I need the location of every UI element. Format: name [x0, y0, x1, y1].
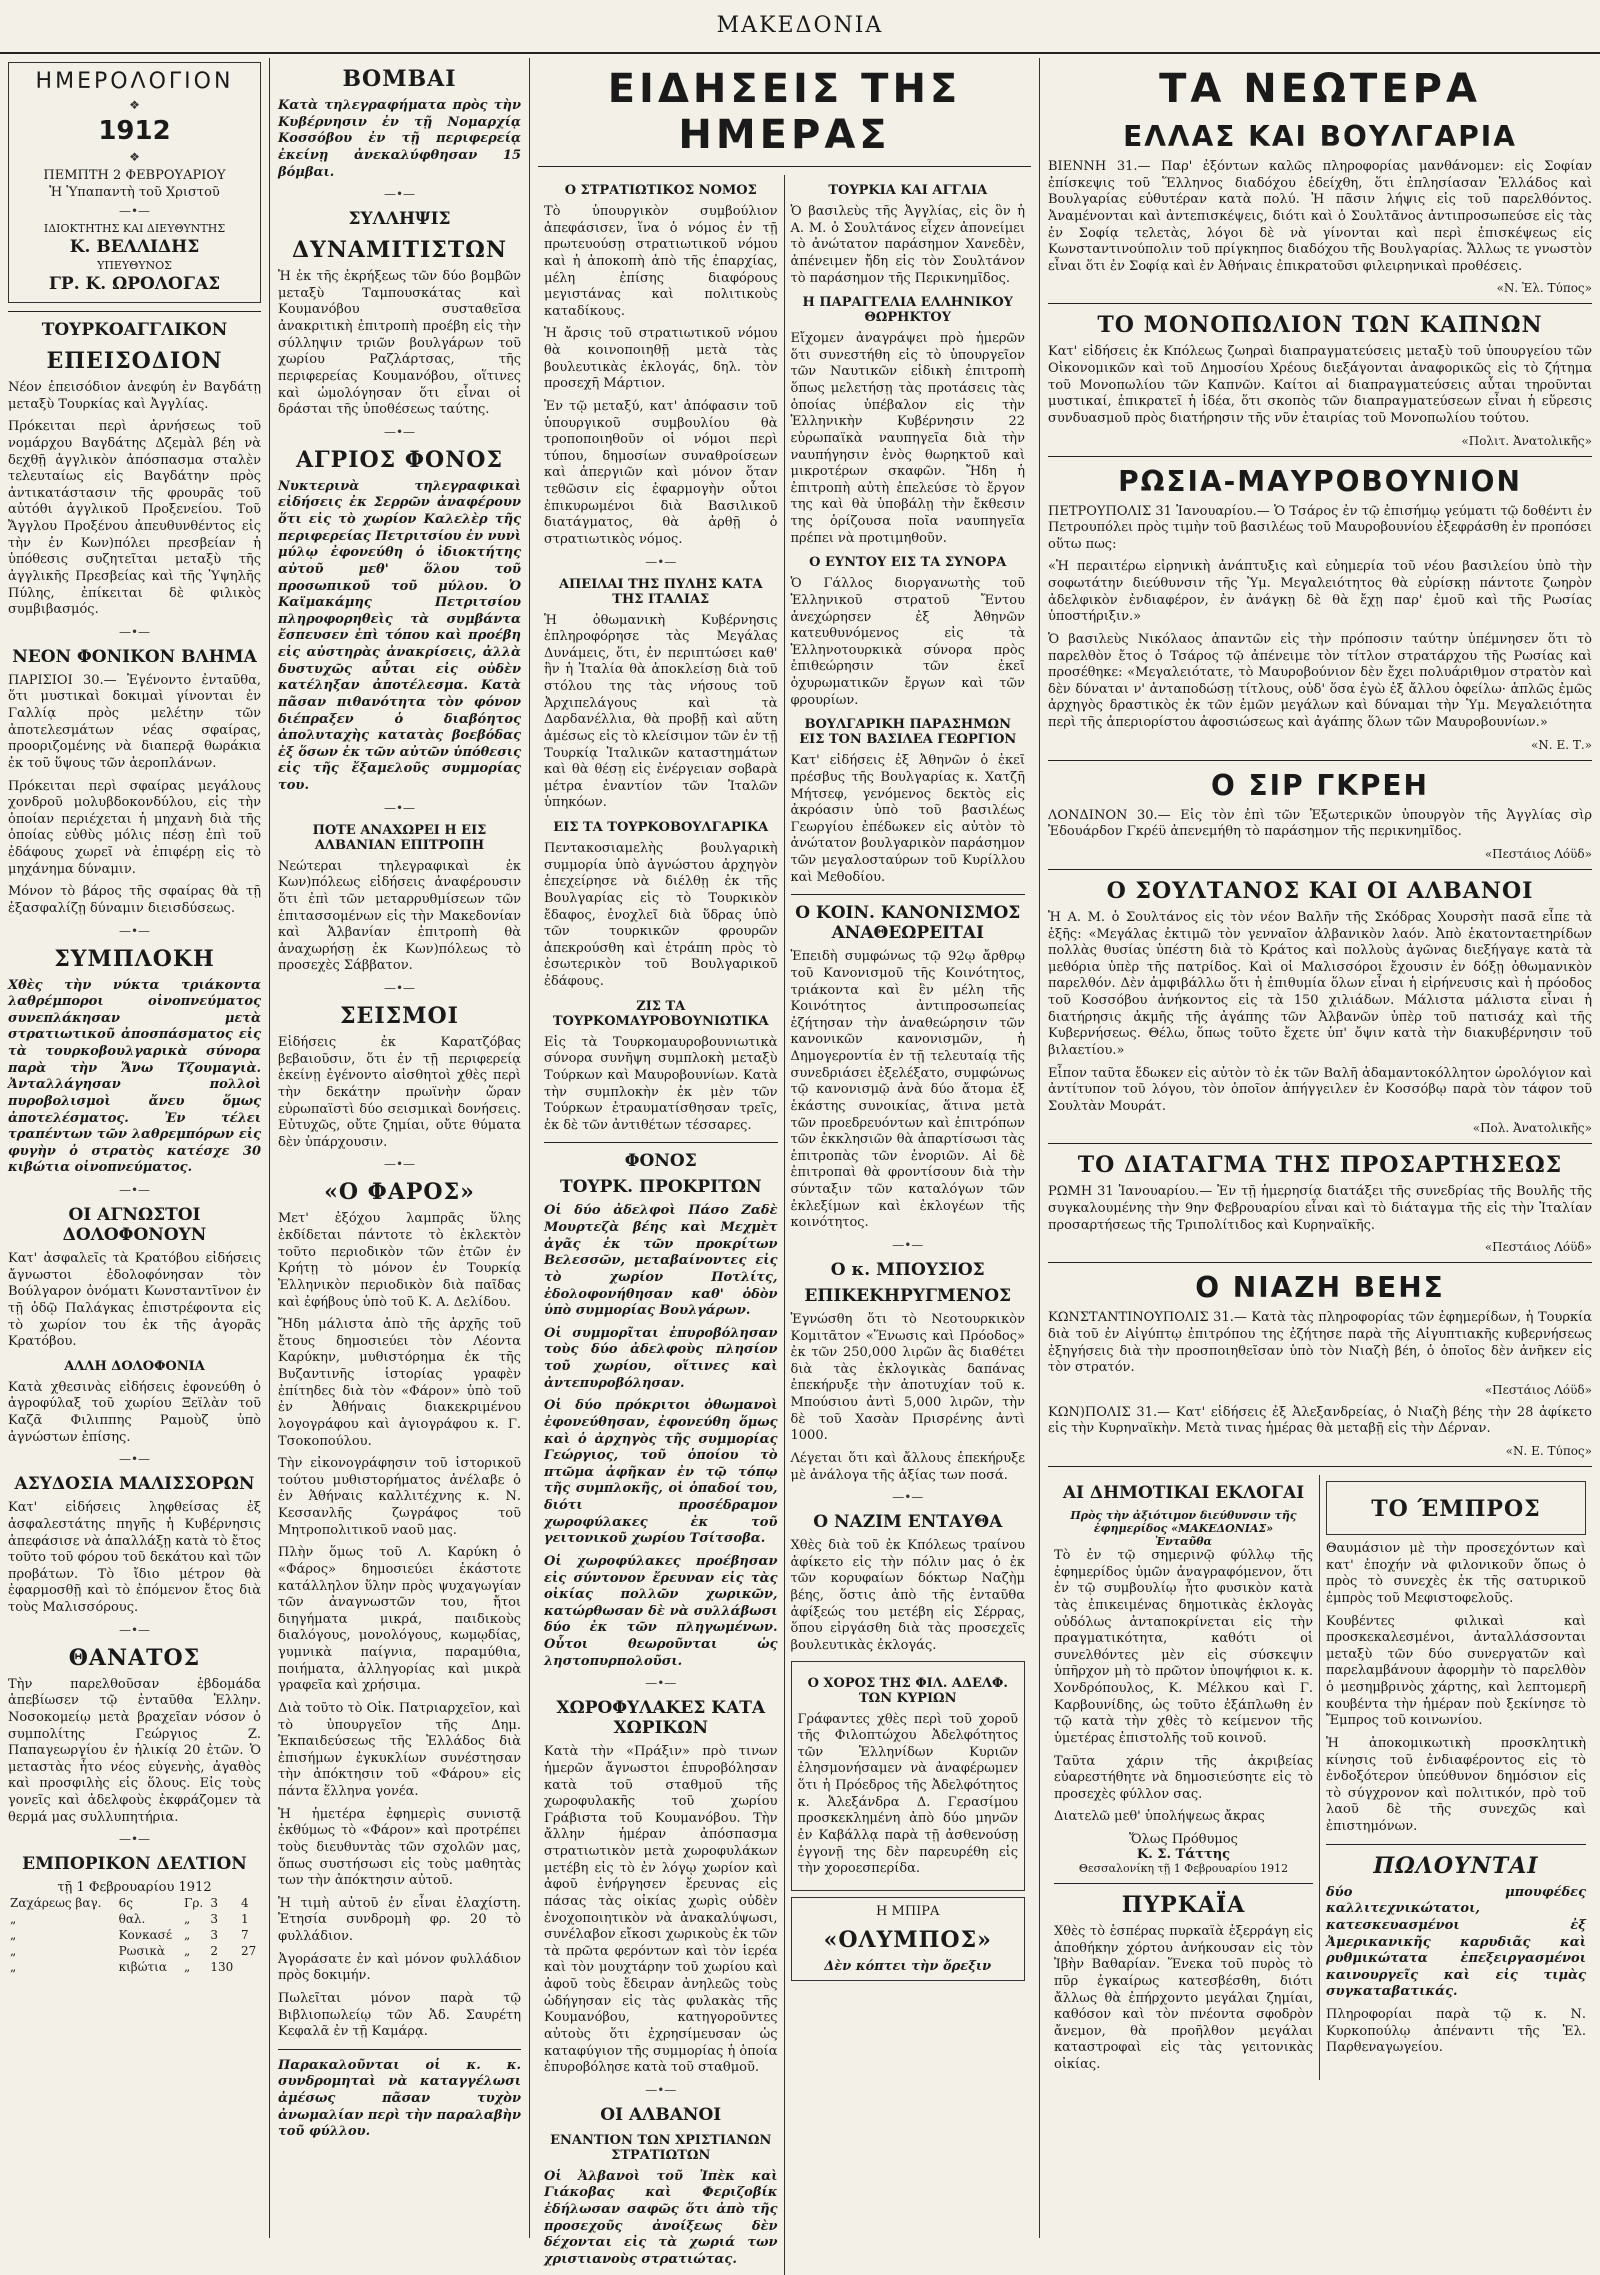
banner: ΤΑ ΝΕΩΤΕΡΑ — [1159, 66, 1481, 112]
column-2 — [270, 58, 530, 2238]
column-3 — [530, 58, 1040, 2267]
editor-name: ΓΡ. Κ. ΩΡΟΛΟΓΑΣ — [48, 274, 221, 294]
table-cell: 6ς — [118, 1896, 133, 1911]
headline: ΑΛΛΗ ΔΟΛΟΦΟΝΙΑ — [64, 1358, 205, 1374]
headline: ΘΑΝΑΤΟΣ — [68, 1644, 201, 1671]
paragraph: Τὸ ἐν τῷ σημερινῷ φύλλῳ τῆς ἐφημερίδος ὑμῶν ἀναγραφόμενον, ὅτι ἐν τῷ συμβουλίῳ ἦτο φυσικὸν κατὰ τὰς ἐπικειμένας δημοτικὰς ἐκλογὰς οὐδόλως ἀνταποκρίνεται εἰς τὴν πραγματικότητα, καθότι οἱ συνελθόντες μὲν εἰς σύσκεψιν ὑπῆρχον μὴ τὸ πρῶτον ὑποψήφιοι κ. κ. Χονδρόπουλος, Κ. Μέλκου καὶ Γ. Καρβουνίδης, ὡς τοῦτο ἐξάπλωθη ἐν τῷ κατὰ τὴν χθὲς τὸ κείμενον τῆς ὑμετέρας ἐπιστολῆς τοῦ κοινοῦ. — [1054, 1548, 1313, 1746]
ornament: ❖ — [129, 98, 140, 112]
paragraph: Θαυμάσιον μὲ τὴν προσεχόντων καὶ κατ' ἐποχήν νὰ φιλονικοῦν ὅπως ὁ πρὸς τὸ συνεχὲς ἐκ τῆς σατυρικοῦ ἐμπρὸς τοῦ Μεφιστοφελοῦς. — [1326, 1541, 1586, 1606]
ad-subtitle: Δὲν κόπτει τὴν ὄρεξιν — [824, 1958, 992, 1974]
subheadline: ΕΝΑΝΤΙΟΝ ΤΩΝ ΧΡΙΣΤΙΑΝΩΝ ΣΤΡΑΤΙΩΤΩΝ — [550, 2132, 772, 2163]
paragraph: Ἡ ὀθωμανικὴ Κυβέρνησις ἐπληροφόρησε τὰς Μεγάλας Δυνάμεις, ὅτι, ἐν περιπτώσει καθ' ἣν ἡ Ἰταλία θὰ ἀποκλείσῃ διὰ τοῦ στόλου της τὰς νήσους τοῦ Ἀρχιπελάγους καὶ τὰ Δαρδανέλλια, θὰ προβῇ καὶ αὕτη ἀμέσως εἰς τὸ κλείσιμον τῶν ἐν τῇ Τουρκίᾳ Ἰταλικῶν καταστημάτων καὶ θὰ θέσῃ εἰς ἐνέργειαν σοβαρὰ μέτρα ἐναντίον τῶν Ἰταλῶν ὑπηκόων. — [544, 612, 778, 811]
headline: ΠΩΛΟΥΝΤΑΙ — [1373, 1852, 1539, 1879]
paragraph: Ἡ ἡμετέρα ἐφημερὶς συνιστᾷ ἐκθύμως τὸ «Φάρον» καὶ προτρέπει τοὺς διευθυντὰς τῶν σχολῶν μας, ὅπως συστήσωσι εἰς τοὺς μαθητὰς των τὴν ἀπόκτησιν αὐτοῦ. — [278, 1806, 521, 1889]
calendar-box — [8, 62, 261, 303]
table-cell: 3 — [210, 1912, 219, 1927]
headline: ΕΜΠΟΡΙΚΟΝ ΔΕΛΤΙΟΝ — [22, 1854, 247, 1875]
headline: ΕΠΙΚΕΚΗΡΥΓΜΕΝΟΣ — [804, 1285, 1012, 1306]
headline: ΣΕΙΣΜΟΙ — [340, 1003, 459, 1029]
paragraph: ΚΩΝ)ΠΟΛΙΣ 31.— Κατ' εἰδήσεις ἐξ Ἀλεξανδρείας, ὁ Νιαζὴ βέης τὴν 28 ἀφίκετο εἰς τὴν Κυρηναϊκὴν. Μετὰ τινας ἡμέρας θὰ μεταβῇ εἰς τὴν Δέρναν. — [1048, 1404, 1592, 1437]
calendar-date: ΠΕΜΠΤΗ 2 ΦΕΒΡΟΥΑΡΙΟΥ — [43, 168, 226, 183]
paragraph: Ἡ τιμὴ αὐτοῦ ἐν εἶναι ἐλαχίστη. Ἐτησία συνδρομὴ φρ. 20 τὸ φυλλάδιον. — [278, 1895, 521, 1944]
paragraph: ΡΩΜΗ 31 Ἰανουαρίου.— Ἐν τῇ ἡμερησίᾳ διατάξει τῆς συνεδρίας τῆς Βουλῆς τῆς συγκαλουμένης τὴν 9ην Φεβρουαρίου εἶναι καὶ τὸ διάταγμα τῆς εἰς τὴν Ἰταλίαν προσαρτήσεως τῆς Τριπολίτιδος καὶ Κυρηναϊκῆς. — [1048, 1184, 1592, 1233]
table-row — [8, 1959, 261, 1975]
paragraph: Ὁ Γάλλος διοργανωτὴς τοῦ Ἑλληνικοῦ στρατοῦ Ἔντου ἀνεχώρησεν ἐξ Ἀθηνῶν κατευθυνόμενος εἰς τὰ Ἑλληνοτουρκικὰ σύνορα πρὸς ἐπιθεώρησιν τῶν ἐκεῖ ὀχυρωματικῶν ἔργων καὶ τῶν φρουρίων. — [790, 576, 1025, 708]
paragraph: Ἀγοράσατε ἐν καὶ μόνον φυλλάδιον πρὸς δοκιμήν. — [278, 1951, 521, 1984]
owner-name: Κ. ΒΕΛΛΙΔΗΣ — [69, 237, 200, 257]
table-cell: Κονκασέ — [118, 1928, 173, 1943]
table-cell: „ — [184, 1960, 191, 1975]
paragraph: Πλὴν ὅμως τοῦ Λ. Καρύκη ὁ «Φάρος» δημοσιεύει ἑκάστοτε κατάλληλον ὕλην πρὸς ψυχαγωγίαν τῶν ἀναγνωστῶν του, ἤτοι διηγήματα μικρά, παιδικοὺς διαλόγους, μονολόγους, κωμῳδίας, γυμνικὰ παίγνια, παραμύθια, ποιήματα, ἀλληγορίας καὶ μικρὰ γραφεῖα καὶ χρήσιμα. — [278, 1545, 521, 1694]
rates-table — [8, 1895, 261, 1975]
calendar-feast: Ἡ Ὑπαπαντὴ τοῦ Χριστοῦ — [49, 185, 220, 200]
source: «Πολ. Ἀνατολικῆς» — [1472, 1121, 1592, 1136]
paragraph: «Ἡ περαιτέρω εἰρηνικὴ ἀνάπτυξις καὶ εὐημερία τοῦ νέου βασιλείου ὑπὸ τὴν σοφωτάτην διεύθυνσιν τῆς Ὑμ. Μεγαλειότητος θὰ εὑρίσκῃ πάντοτε ζωηρὸν ἀδελφικὸν ἐνδιαφέρον, ἐν ἀνάγκῃ δὲ θὰ ἔχῃ παρ' ἐμοῦ καὶ τῆς Ρωσίας ὑποστήριξιν.» — [1048, 559, 1592, 625]
table-cell: Γρ. — [184, 1896, 204, 1911]
table-cell — [239, 1959, 261, 1975]
paragraph: Κουβέντες φιλικαὶ καὶ προσκεκαλεσμένοι, ἀνταλλάσσονται μεταξὺ τῶν δύο συνεργατῶν καὶ παρελαμβάνουν ἀφορμὴν τὸ παρελθὸν ὁ μεσημβρινὸς χάρτης, καὶ λεπτομερῆ κουβέντα τὴν ἡμέραν ποὺ ξεκίνησε τὸ Ἔμπρος τοῦ κοινωνίου. — [1326, 1613, 1586, 1729]
notice-box — [791, 1661, 1026, 1891]
table-cell: 3 — [210, 1928, 219, 1943]
headline: ΕΛΛΑΣ ΚΑΙ ΒΟΥΛΓΑΡΙΑ — [1123, 120, 1517, 153]
paragraph: Πληροφορίαι παρὰ τῷ κ. Ν. Κυρκοπούλῳ ἀπέναντι τῆς Ἑλ. Παρθεναγωγείου. — [1326, 2007, 1586, 2056]
headline: ΦΟΝΟΣ — [624, 1151, 697, 1172]
headline: ΤΟ ΜΟΝΟΠΩΛΙΟΝ ΤΩΝ ΚΑΠΝΩΝ — [1097, 312, 1543, 339]
headline: ΒΟΥΛΓΑΡΙΚΗ ΠΑΡΑΣΗΜΩΝ ΕΙΣ ΤΟΝ ΒΑΣΙΛΕΑ ΓΕΩΡΓΙΟΝ — [799, 717, 1017, 748]
headline: ΤΟ ΈΜΠΡΟΣ — [1371, 1496, 1541, 1522]
ornament: —•— — [645, 554, 677, 569]
headline: ΑΠΕΙΛΑΙ ΤΗΣ ΠΥΛΗΣ ΚΑΤΑ ΤΗΣ ΙΤΑΛΙΑΣ — [558, 576, 763, 607]
table-cell: 27 — [241, 1944, 257, 1959]
table-cell: „ — [10, 1960, 17, 1975]
subheadline: Πρὸς τὴν ἀξιότιμον διεύθυνσιν τῆς ἐφημερίδος «ΜΑΚΕΔΟΝΙΑΣ» — [1070, 1509, 1297, 1535]
headline: ΤΟ ΔΙΑΤΑΓΜΑ ΤΗΣ ΠΡΟΣΑΡΤΗΣΕΩΣ — [1077, 1152, 1563, 1179]
column-1 — [0, 58, 270, 2238]
paragraph: Κατὰ τὴν «Πράξιν» πρὸ τινων ἡμερῶν ἄγνωστοι ἐπυροβόλησαν κατὰ τοῦ σταθμοῦ τῆς χωροφυλακῆς τοῦ χωρίου Γράβιστα τοῦ Κουμανόβου. Τὴν ἄλλην ἡμέραν ἀπόσπασμα στρατιωτικὸν μετὰ χωροφυλάκων μετέβη εἰς τὸ ἐν λόγῳ χωρίον καὶ ἀφοῦ ἐνήργησεν ἔρευνας εἰς πάσας τὰς οἰκίας χωρὶς οὐδὲν ἐνοχοποιητικὸν νὰ ἀνακαλύψωσι, συνέλαβον εἴκοσι χωρικοὺς ἐκ τῶν τὰ πρῶτα φερόντων καὶ τὸν ἱερέα καὶ τὸν μουχτάρην τοῦ χωρίου καὶ ἀφοῦ τοὺς ἔδειραν ἀνηλεῶς τοὺς ὡδήγησαν εἰς τὰς φυλακὰς τῆς Κουμανόβου, κατηγοροῦντες αὐτοὺς ὅτι ἐχρησίμευσαν ὡς καταφύγιον τῆς συμμορίας ἡ ὁποία ἐπυροβόλησε κατὰ τοῦ σταθμοῦ. — [544, 1744, 778, 2076]
paragraph: ΠΑΡΙΣΙΟΙ 30.— Ἐγένοντο ἐνταῦθα, ὅτι μυστικαὶ δοκιμαὶ γίνονται ἐν Γαλλίᾳ πρὸς μελέτην τῶν ἀποτελεσμάτων νέας σφαίρας, προοριζομένης νὰ διαπερᾷ θωράκια ἐκ τοῦ ὕψους τῶν ἀεροπλάνων. — [8, 672, 261, 771]
headline: ΣΥΜΠΛΟΚΗ — [54, 945, 215, 972]
table-cell: 3 — [210, 1896, 219, 1911]
paragraph: Ἡ ἐκ τῆς ἐκρήξεως τῶν δύο βομβῶν μεταξὺ Ταμπουσκάτας καὶ Κουμανόβου συσταθεῖσα ἀνακριτικὴ ἐπιτροπὴ προέβη εἰς τὴν σύλληψιν τριῶν βουλγάρων τοῦ χωρίου Ραζλάρτσας, τῆς περιφερείας Κουμανόβου, οἵτινες καὶ ὡμολόγησαν ὅτι εἶναι οἱ δράσται τῆς ὑποθέσεως ταύτης. — [278, 269, 521, 418]
table-cell: 130 — [210, 1960, 234, 1975]
paragraph: Εἴχομεν ἀναγράψει πρὸ ἡμερῶν ὅτι συνεστήθη εἰς τὸ ὑπουργεῖον τῶν Ναυτικῶν εἰδικὴ ἐπιτροπὴ ὅπως μελετήσῃ τὰς προτάσεις τὰς ὁποίας ὑπέβαλον εἰς τὴν Ἑλληνικὴν Κυβέρνησιν 22 εὐρωπαϊκὰ ναυπηγεῖα διὰ τὴν ναυπήγησιν ἑνὸς θωρηκτοῦ καὶ μικροτέρων σκαφῶν. Ἤδη ἡ ἐπιτροπὴ αὐτὴ ἐπελεύσε τὸ ἔργον της καὶ θὰ ὑποβάλῃ τὴν ἔκθεσιν της ὁρίζουσα ποῖα ναυπηγεῖα πρέπει νὰ προτιμηθοῦν. — [790, 331, 1025, 546]
signature: Κ. Σ. Τάττης — [1136, 1847, 1231, 1862]
source: «Ν. Ε. Τ.» — [1530, 737, 1592, 752]
source: «Ν. Ἐλ. Τύπος» — [1496, 281, 1592, 296]
paragraph: Μόνον τὸ βάρος τῆς σφαίρας θὰ τῇ ἐξασφαλίζῃ δύναμιν διεισδύσεως. — [8, 884, 261, 916]
letter-date: Θεσσαλονίκη τῇ 1 Φεβρουαρίου 1912 — [1078, 1862, 1289, 1875]
calendar-title: ΗΜΕΡΟΛΟΓΙΟΝ — [35, 69, 234, 94]
headline: Ο ΣΙΡ ΓΚΡΕΗ — [1211, 768, 1429, 802]
table-cell: „ — [10, 1928, 17, 1943]
headline: ΤΟΥΡΚΙΑ ΚΑΙ ΑΓΓΛΙΑ — [828, 183, 988, 198]
table-cell: 4 — [241, 1896, 249, 1911]
paragraph: Ἡ Α. Μ. ὁ Σουλτάνος εἰς τὸν νέον Βαλῆν τῆς Σκόδρας Χουρσὴτ πασᾶ εἶπε τὰ ἑξῆς: «Μεγάλας ἐκτιμῶ τὸν γενναῖον ἀλβανικὸν λαόν. Ἀπὸ ἑκατονταετηρίδων πολλὰς θυσίας ὑπέστη διὰ τὸ Κράτος καὶ πολλοὺς ἀγῶνας διεξήγαγε κατὰ τὰ μεθόρια ὑπὲρ τῆς πατρίδος. Καὶ οἱ Μαλισσόροι ἔχουσιν ἐν δόξῃ ὀθωμανικὸν παρελθόν. Δὲν ἀμφιβάλλω ὅτι ἡ ἐπιθυμία ὅλων εἶναι ἡ εἰρήνευσις καὶ ἡ πρόοδος τοῦ Κοσσόβου ἀνήκοντος εἰς τὰ 150 χιλιάδων. Μάλιστα μάλιστα εἶναι ἡ διατήρησις ἀκμῆς τῆς ἀγάπης τῶν Ἀλβανῶν ὑπὲρ τοῦ πατισάχ καὶ τῆς Κυβερνήσεως. Θέλω, ὅπως τοῦτο ἔχετε ὑπ' ὄψιν κατὰ τὴν διακυβέρνησιν τοῦ βιλαετίου.» — [1048, 909, 1592, 1058]
subheadline: Ἐνταῦθα — [1154, 1535, 1213, 1548]
headline: Η ΠΑΡΑΓΓΕΛΙΑ ΕΛΛΗΝΙΚΟΥ ΘΩΡΗΚΤΟΥ — [802, 295, 1013, 326]
owner-label: ΙΔΙΟΚΤΗΤΗΣ ΚΑΙ ΔΙΕΥΘΥΝΤΗΣ — [43, 222, 226, 235]
paragraph: Νυκτερινὰ τηλεγραφικαὶ εἰδήσεις ἐκ Σερρῶν ἀναφέρουν ὅτι εἰς τὸ χωρίον Καλελὲρ τῆς περιφερείας Πετριτσίου ἐν νυνὶ μύλῳ ἐφονεύθη ὁ ἰδιοκτήτης αὐτοῦ μεθ' ὅλου τοῦ προσωπικοῦ τοῦ μύλου. Ὁ Καϊμακάμης Πετριτσίου πληροφορηθεὶς τὰ συμβάντα ἔσπευσεν ἐπὶ τόπου καὶ προέβη εἰς αὐστηρὰς ἀνακρίσεις, ἀλλὰ δυστυχῶς αὗται εἰς οὐδὲν κατέληξαν ἀποτέλεσμα. Κατὰ πᾶσαν πιθανότητα τὸν φόνον διέπραξεν ὁ διαβόητος ἀπολυταχὴς κατατὰς βοεβόδας ἐξ ὅσων ἐκ τῶν αὐτῶν ὑπόθεσις εἰς τῆς ἔξαμελοῦς συμμορίας του. — [278, 478, 521, 793]
table-row — [8, 1895, 261, 1911]
paragraph: Οἱ χωροφύλακες προέβησαν εἰς σύντονον ἔρευναν εἰς τὰς οἰκίας πολλῶν χωρικῶν, κατώρθωσαν δὲ νὰ συλλάβωσι δύο ἐκ τῶν πληγωμένων. Οὗτοι θεωροῦνται ὡς ληστοπυρπολοῦσι. — [544, 1553, 778, 1669]
headline: ΔΥΝΑΜΙΤΙΣΤΩΝ — [292, 237, 507, 264]
paragraph: Κατ' εἰδήσεις ληφθείσας ἐξ ἀσφαλεστάτης πηγῆς ἡ Κυβέρνησις ἀπεφάσισε νὰ ἀπαλλάξῃ κατὰ τὸ ἔτος τοῦτο τοῦ φόρου τοῦ δεκάτου καὶ τῶν προβάτων. Τὸ ἴδιο μέτρον θὰ ἐφαρμοσθῇ καὶ τὸ ἐπόμενον ἔτος διὰ τοὺς Μαλισσόρους. — [8, 1500, 261, 1615]
advertisement — [791, 1897, 1026, 1981]
paragraph: Πρόκειται περὶ σφαίρας μεγάλους χονδροῦ μολυβδοκονδύλου, εἰς τὴν ὁποίαν περιέχεται ἡ μηχανὴ διὰ τῆς ὁποίας εὐθὺς μόλις πέσῃ ἐπὶ τοῦ ἐδάφους χωρεῖ νὰ ἐπιφέρῃ εἰς τὸ μηχάνημα δύναμιν. — [8, 778, 261, 877]
paragraph: Οἱ δύο πρόκριτοι ὀθωμανοὶ ἐφονεύθησαν, ἐφονεύθη ὅμως καὶ ὁ ἀρχηγὸς τῆς συμμορίας Γεώργιος, τοῦ ὁποίου τὸ πτῶμα ἀφῆκαν ἐν τῷ τόπῳ τῆς συμπλοκῆς, οἱ ὁπαδοί του, διότι προσέδραμον χωροφύλακες ἐκ τοῦ γειτονικοῦ χωρίου Τσίτσοβα. — [544, 1398, 778, 1547]
headline: Ο κ. ΜΠΟΥΣΙΟΣ — [830, 1259, 985, 1280]
headline: ΠΟΤΕ ΑΝΑΧΩΡΕΙ Η ΕΙΣ ΑΛΒΑΝΙΑΝ ΕΠΙΤΡΟΠΗ — [312, 822, 487, 853]
paragraph: ΠΕΤΡΟΥΠΟΛΙΣ 31 Ἰανουαρίου.— Ὁ Τσάρος ἐν τῷ ἐπισήμῳ γεύματι τῷ δοθέντι ἐν Πετρουπόλει πρὸς τιμὴν τοῦ βασιλέως τοῦ Μαυροβουνίου ἐξεφράσθη ἐν προπόσει οὕτω πως: — [1048, 503, 1592, 552]
paragraph: Τὸ ὑπουργικὸν συμβούλιον ἀπεφάσισεν, ἵνα ὁ νόμος ἐν τῇ πρωτευούσῃ στρατιωτικοῦ νόμου καὶ ἡ ἀποκοπὴ ἀπὸ τῆς ἐπαρχίας, μέλη ἐπίσης διαφόρους μεγιστάνας καὶ πολιτικοὺς καταδίκους. — [544, 204, 778, 319]
headline: ΧΩΡΟΦΥΛΑΚΕΣ ΚΑΤΑ ΧΩΡΙΚΩΝ — [556, 1698, 766, 1739]
paragraph: Ταῦτα χάριν τῆς ἀκριβείας εὐαρεστήθητε νὰ δημοσιεύσητε εἰς τὸ προσεχὲς φύλλον σας. — [1054, 1753, 1313, 1802]
ornament: —•— — [118, 204, 151, 218]
headline: Ο ΝΑΖΙΜ ΕΝΤΑΥΘΑ — [813, 1512, 1003, 1533]
table-cell: 2 — [210, 1944, 219, 1959]
headline: Ο ΕΥΝΤΟΥ ΕΙΣ ΤΑ ΣΥΝΟΡΑ — [809, 555, 1007, 571]
ornament: —•— — [383, 424, 416, 439]
paragraph: ΚΩΝΣΤΑΝΤΙΝΟΥΠΟΛΙΣ 31.— Κατὰ τὰς πληροφορίας τῶν ἐφημερίδων, ἡ Τουρκία διὰ τοῦ ἐν Αἰγύπτῳ ἐπιτρόπου της ἐζήτησε παρὰ τῆς Αἰγυπτιακῆς κυβερνήσεως ἐξηγήσεις διὰ τὴν προσποιηθεῖσαν ὑπὸ τὸν Νιαζὴ βέη, ὁ ὁποῖος δὲν ἀνῆκεν εἰς τὸν στρατόν. — [1048, 1310, 1592, 1376]
paragraph: Κατ' εἰδήσεις ἐκ Κπόλεως ζωηραὶ διαπραγματεύσεις μεταξὺ τοῦ ὑπουργείου τῶν Οἰκονομικῶν καὶ τοῦ Δημοσίου Χρέους διεξάγονται ἀναφορικῶς εἰς τὸ ζήτημα τοῦ Μονοπωλίου τῶν Καπνῶν. Καίτοι αἱ διαπραγματεύσεις αὗται τηροῦνται μυστικαί, ἐπικρατεῖ ἡ ἰδέα, ὅτι σκοπὸς τῶν διαπραγματεύσεων εἶναι ἡ εὕρεσις συνδυασμοῦ πρὸς διατήρησιν τῆς νῦν ἐταιρίας τοῦ Μονοπωλίου τούτου. — [1048, 344, 1592, 426]
paragraph: Ἡ ἄρσις τοῦ στρατιωτικοῦ νόμου θὰ κοινοποιηθῇ μετὰ τὰς βουλευτικὰς ἐκλογάς, δηλ. τὸν προσεχῆ Μάρτιον. — [544, 326, 778, 392]
table-cell: „ — [184, 1928, 191, 1943]
headline: ΝΕΟΝ ΦΟΝΙΚΟΝ ΒΛΗΜΑ — [12, 646, 257, 667]
ornament: —•— — [118, 1183, 151, 1197]
signature: Ὅλως Πρόθυμος — [1129, 1832, 1238, 1847]
ornament: —•— — [383, 800, 416, 815]
paragraph: Νέον ἐπεισόδιον ἀνεφύη ἐν Βαγδάτῃ μεταξὺ Τουρκίας καὶ Ἀγγλίας. — [8, 380, 261, 412]
headline: ΡΩΣΙΑ-ΜΑΥΡΟΒΟΥΝΙΟΝ — [1118, 464, 1522, 498]
ornament: —•— — [118, 1452, 151, 1467]
masthead: ΜΑΚΕΔΟΝΙΑ — [0, 0, 1600, 54]
source: «Πολιτ. Ἀνατολικῆς» — [1461, 433, 1592, 448]
ornament: —•— — [383, 981, 416, 995]
column-4 — [1040, 58, 1600, 2238]
table-cell: Ζαχάρεως βαγ. — [10, 1896, 102, 1911]
table-cell: „ — [184, 1912, 191, 1927]
source: «Πεστάιος Λόϋδ» — [1484, 1382, 1592, 1397]
paragraph: Οἱ συμμορῖται ἐπυροβόλησαν τοὺς δύο ἀδελφοὺς πλησίον τοῦ χωρίου, οἵτινες καὶ ἀντεπυροβόλησαν. — [544, 1325, 778, 1391]
headline: ΑΣΥΔΟΣΙΑ ΜΑΛΙΣΣΟΡΩΝ — [14, 1474, 255, 1495]
ad-kicker: Η ΜΠΙΡΑ — [876, 1903, 940, 1919]
banner: ΕΙΔΗΣΕΙΣ ΤΗΣ ΗΜΕΡΑΣ — [607, 66, 962, 158]
notice-box — [1326, 1481, 1586, 1535]
paragraph: Χθὲς διὰ τοῦ ἐκ Κπόλεως τραίνου ἀφίκετο εἰς τὴν πόλιν μας ὁ ἐκ τῶν κορυφαίων δόκτωρ Ναζὴμ βέης, ὅστις ἀπὸ τῆς ἐνταῦθα ἀφίξεώς του μετέβη εἰς Σέρρας, ὅπου εἰργάσθη διὰ τὰς προσεχεῖς βουλευτικὰς ἐκλογάς. — [790, 1538, 1025, 1653]
table-cell: 7 — [241, 1928, 249, 1943]
paragraph: Εἰς τὰ Τουρκομαυροβουνιωτικὰ σύνορα συνῆψη συμπλοκὴ μεταξὺ Τούρκων καὶ Μαυροβουνίων. Κατὰ τὴν συμπλοκὴν ἐκ μὲν τῶν Τούρκων ἐτραυματίσθησαν τρεῖς, ἐκ δὲ τῶν ἀντιθέτων τέσσαρες. — [544, 1034, 778, 1133]
ornament: —•— — [118, 923, 151, 938]
paragraph: Μετ' ἐξόχου λαμπρᾶς ὕλης ἐκδίδεται πάντοτε τὸ ἐκλεκτὸν τοῦτο περιοδικὸν τῶν ἐτῶν ἐν Κρήτῃ τὸ μόνον ἐν Τουρκίᾳ Ἑλληνικὸν περιοδικὸν διὰ παῖδας καὶ ἐφήβους ὑπὸ τοῦ Κ. Α. Δελίδου. — [278, 1211, 521, 1310]
paragraph: Κατὰ χθεσινὰς εἰδήσεις ἐφονεύθη ὁ ἀγροφύλαξ τοῦ χωρίου Ξεϊλὰν τοῦ Καζᾶ Φιλιππης Ραμοὺζ ὑπὸ ἀγνώστων ἐπίσης. — [8, 1379, 261, 1445]
paragraph: Διατελῶ μεθ' ὑπολήψεως ἄκρας — [1054, 1809, 1265, 1825]
source: «Πεστάιος Λόϋδ» — [1484, 1240, 1592, 1255]
ad-title: «ΟΛΥΜΠΟΣ» — [823, 1926, 992, 1953]
headline: ΟΙ ΑΛΒΑΝΟΙ — [600, 2104, 722, 2125]
paragraph: Τὴν εἰκονογράφησιν τοῦ ἱστορικοῦ τούτου μυθιστορήματος ἀνέλαβε ὁ ἐν Ἀθήναις καλλιτέχνης κ. Ν. Κεσσανλῆς ζωγράφος τοῦ Μητροπολιτικοῦ ναοῦ μας. — [278, 1456, 521, 1538]
headline-kicker: ΣΥΛΛΗΨΙΣ — [348, 209, 451, 230]
table-cell: „ — [184, 1944, 191, 1959]
paragraph: δύο μπουφέδες καλλιτεχνικώτατοι, κατεσκευασμένοι ἐξ Ἀμερικανικῆς καρυδιᾶς καὶ ρυθμικώτατα ἐπεξειργασμένοι καινουργεῖς καὶ εἰς τιμὰς συγκαταβατικάς. — [1326, 1884, 1586, 2000]
table-cell: θαλ. — [118, 1912, 146, 1927]
headline: Ο ΣΤΡΑΤΙΩΤΙΚΟΣ ΝΟΜΟΣ — [564, 183, 757, 198]
paragraph: Κατὰ τηλεγραφήματα πρὸς τὴν Κυβέρνησιν ἐν τῇ Νομαρχίᾳ Κοσσόβου ἐν τῇ περιφερείᾳ ἐκείνῃ ἀνεκαλύφθησαν 15 βόμβαι. — [278, 98, 521, 180]
paragraph: Οἱ Ἀλβανοὶ τοῦ Ἰπὲκ καὶ Γιάκοβας καὶ Φεριζοβίκ ἐδήλωσαν σαφῶς ὅτι ἀπὸ τῆς προσεχοῦς ἀνοίξεως δὲν δέχονται εἰς τὰ χωριά των χριστιανοὺς στρατιώτας. — [544, 2168, 778, 2267]
paragraph: Ἐπειδὴ συμφώνως τῷ 92ῳ ἄρθρῳ τοῦ Κανονισμοῦ τῆς Κοινότητος, τριάκοντα καὶ ἓν μέλη τῆς Κοινότητος ἀντιπροσωπείας ἐζήτησαν τὴν ἀναθεώρησιν τῶν κανονικῶν κανονισμῶν, ἡ Δημογεροντία ἐν τῇ τελευταίᾳ τῆς συνεδριάσει ἐξελέξατο, συμφώνως τῷ κανονισμῷ ἀνὰ δύο ἄτομα ἐξ ἑκάστης συνοικίας, ἅτινα μετὰ τῶν προεδρευόντων καὶ ἐπιτρόπων τῶν ἐκκλησιῶν θὰ ἀπαρτίσωσι τὰς ἐπιτροπὰς τῶν ἐνοριῶν. Αἱ δὲ ἐπιτροπαὶ θὰ φροντίσουν διὰ τὴν σύνταξιν τῶν καταλόγων τῶν ἐκλεξίμων καὶ ἐκλογέων τῆς κοινότητος. — [790, 949, 1025, 1231]
ornament: —•— — [118, 1832, 151, 1847]
ornament: —•— — [118, 624, 151, 639]
editor-label: ΥΠΕΥΘΥΝΟΣ — [97, 259, 172, 272]
headline: Ο ΧΟΡΟΣ ΤΗΣ ΦΙΛ. ΑΔΕΛΦ. ΤΩΝ ΚΥΡΙΩΝ — [807, 1675, 1008, 1706]
source: «Ν. Ε. Τύπος» — [1505, 1444, 1592, 1458]
table-row — [8, 1927, 261, 1943]
paragraph: Διὰ τοῦτο τὸ Οἰκ. Πατριαρχεῖον, καὶ τὸ ὑπουργεῖον τῆς Δημ. Ἐκπαιδεύσεως τῆς Ἑλλάδος διὰ ἐπισήμων ἐγκυκλίων συνέστησαν τὴν ἀπόκτησιν τοῦ «Φάρου» εἰς πάντα ἕλληνα γονέα. — [278, 1700, 521, 1799]
paragraph: Εἰδήσεις ἐκ Καρατζόβας βεβαιοῦσιν, ὅτι ἐν τῇ περιφερείᾳ ἐκείνῃ ἐγένοντο αἰσθητοὶ χθὲς περὶ τὴν δεκάτην πρωϊνὴν ὥραν εὐρωπαϊστὶ δύο σεισμικαὶ δονήσεις. Εὐτυχῶς, οὔτε ζημίαι, οὔτε θύματα δὲν ὑπάρχουσιν. — [278, 1035, 521, 1150]
paragraph: Πωλεῖται μόνον παρὰ τῷ Βιβλιοπωλείῳ τῶν Ἀδ. Σαυρέτη Κεφαλᾶ ἐν τῇ Καμάρᾳ. — [278, 1990, 521, 2040]
ornament: —•— — [383, 187, 416, 202]
paragraph: Λέγεται ὅτι καὶ ἄλλους ἐπεκήρυξε μὲ ἀνάλογα τῆς ἀξίας των ποσά. — [790, 1450, 1025, 1483]
headline: ΟΙ ΑΓΝΩΣΤΟΙ ΔΟΛΟΦΟΝΟΥΝ — [62, 1205, 207, 1245]
headline: ΤΟΥΡΚ. ΠΡΟΚΡΙΤΩΝ — [560, 1177, 762, 1198]
paragraph: Ἡ ἀποκομικωτικὴ προσκλητικὴ κίνησις τοῦ ἐνδιαφέροντος εἰς τὸ ἐνδοξότερον ὑπεύθυνον δημόσιον εἰς τὸ σύγχρονον καὶ πολιτικόν, πρὸ τοῦ λαοῦ δὲ τῆς συνεχῶς καὶ ἐπιστημόνων. — [1326, 1735, 1586, 1834]
ornament: ❖ — [129, 150, 140, 164]
paragraph: Τὴν παρελθοῦσαν ἑβδομάδα ἀπεβίωσεν τῷ ἐνταῦθα Ἑλλην. Νοσοκομείῳ μετὰ βραχεῖαν νόσον ὁ συμπολίτης Γεώργιος Ζ. Παπαγεωργίου ἐν ἡλικίᾳ 20 ἐτῶν. Ὁ μεταστὰς ἦτο νέος εὐγενὴς, ἀγαθὸς καὶ προσφιλὴς εἰς ὅλους. Εἰς τοὺς γονεῖς καὶ ἀδελφοὺς ἐκφράζομεν τὰ θερμά μας συλλυπητήρια. — [8, 1676, 261, 1825]
table-cell: 1 — [241, 1912, 249, 1927]
paragraph: Ἐν τῷ μεταξύ, κατ' ἀπόφασιν τοῦ ὑπουργικοῦ συμβουλίου θὰ τροποποιηθοῦν οἱ νόμοι περὶ τύπου, δημοσίων συναθροίσεων καὶ ἀπεργιῶν καὶ μόνον ὅταν τεθῶσιν εἰς ἐφαρμογὴν οὗτοι ἐπικυρωμένοι διὰ Βασιλικοῦ διατάγματος, θὰ ἀρθῇ ὁ στρατιωτικὸς νόμος. — [544, 398, 778, 547]
headline: Ο ΣΟΥΛΤΑΝΟΣ ΚΑΙ ΟΙ ΑΛΒΑΝΟΙ — [1106, 877, 1534, 904]
table-cell: „ — [10, 1912, 17, 1927]
paragraph: Ἐγνώσθη ὅτι τὸ Νεοτουρκικὸν Κομιτᾶτον «Ἕνωσις καὶ Πρόοδος» ἐκ τῶν 250,000 λιρῶν ἃς διαθέτει διὰ τὰς ἐκλογικὰς δαπάνας ἐπεκήρυξε τὴν ἀποτυχίαν τοῦ κ. Μπούσιου ἀντὶ 5,000 λιρῶν, τὴν δὲ τοῦ Χασὰν Πρισρένης ἀντὶ 1000. — [790, 1311, 1025, 1444]
paragraph: Ὁ βασιλεὺς τῆς Ἀγγλίας, εἰς ὃν ἡ Α. Μ. ὁ Σουλτάνος εἶχεν ἀπονείμει τὸ ἀνώτατον παράσημον Χανεδὲν, ἀπένειμεν ἤδη εἰς τὸν Σουλτάνον τὸ παράσημον τῆς Περικνημῖδος. — [790, 204, 1025, 286]
headline: ΕΠΕΙΣΟΔΙΟΝ — [46, 348, 223, 374]
paragraph: Εἶπον ταῦτα ἔδωκεν εἰς αὐτὸν τὸ ἐκ τῶν Βαλῆ ἀδαμαντοκόλλητον ὡρολόγιον καὶ ἀντίτυπον τοῦ λόγου, τὸν ὁποῖον ἀπήγγειλεν ἐν Κοσσόβῳ παρὰ τὸν τάφον τοῦ Σουλτὰν Μουράτ. — [1048, 1065, 1592, 1114]
headline: Ο ΚΟΙΝ. ΚΑΝΟΝΙΣΜΟΣ ΑΝΑΘΕΩΡΕΙΤΑΙ — [795, 903, 1021, 944]
headline: ΑΓΡΙΟΣ ΦΟΝΟΣ — [295, 446, 504, 473]
bulletin-date: τῇ 1 Φεβρουαρίου 1912 — [57, 1880, 212, 1896]
headline: ΑΙ ΔΗΜΟΤΙΚΑΙ ΕΚΛΟΓΑΙ — [1062, 1483, 1305, 1503]
ornament: —•— — [645, 1676, 677, 1691]
headline: ΒΟΜΒΑΙ — [342, 66, 457, 92]
paragraph: Χθὲς τὸ ἑσπέρας πυρκαϊὰ ἐξερράγη εἰς ἀποθήκην χόρτου ἀνήκουσαν εἰς τὸν Ἰβὴν Βαθαρίαν. Ἕνεκα τοῦ πυρὸς τὸ πῦρ ἐγκαίρως κατεσβέσθη, διότι ἄλλως θὰ ἐπήρχοντο μεγάλαι ζημίαι, καθόσον καὶ τὸν πνέοντα σφοδρὸν ἄνεμον, θὰ προῆλθον μεγάλαι καταστροφαὶ εἰς τὰς γειτονικὰς οἰκίας. — [1054, 1924, 1313, 2072]
headline-kicker: ΤΟΥΡΚΟΑΓΓΛΙΚΟΝ — [41, 320, 228, 340]
ornament: —•— — [892, 1237, 924, 1252]
source: «Πεστάιος Λόϋδ» — [1484, 846, 1592, 861]
paragraph: ΛΟΝΔΙΝΟΝ 30.— Εἰς τὸν ἐπὶ τῶν Ἐξωτερικῶν ὑπουργὸν τῆς Ἀγγλίας σὶρ Ἐδουάρδον Γκρέϋ ἀπενεμήθη τὸ παράσημον τῆς περικνημῖδος. — [1048, 807, 1592, 840]
paragraph: Ὁ βασιλεὺς Νικόλαος ἀπαντῶν εἰς τὴν πρόποσιν ταύτην ὑπέμνησεν ὅτι τὸ παρελθὸν ἔτος ὁ Τσάρος τῷ ἀπένειμε τὸν τίτλον στρατάρχου τῆς Ρωσίας καὶ προσέθηκε: «Μεγαλειότατε, τὸ Μαυροβούνιον δὲν ἔχει πολυάριθμον στρατὸν καὶ δὲν δύναται ν' ἀνταποδώσῃ τίτλους, οὐδ' ὅσα ἐγὼ ἐξ ἄλλου ὀφείλω· ἁπλῶς ἐμῶς ἀρχηγὸς δραστικὸς ἐκ τῶν ἐμῶν μεγάλων καὶ δύναμαι τὴν Ὑμ. Μεγαλειότητα περὶ τῆς ἀπεριορίστου ἀφοσιώσεως καὶ ἀγάπης ὅλων τῶν Μαυροβουνίων.» — [1048, 631, 1592, 730]
headline: ΖΙΣ ΤΑ ΤΟΥΡΚΟΜΑΥΡΟΒΟΥΝΙΩΤΙΚΑ — [552, 998, 769, 1029]
paragraph: Οἱ δύο ἀδελφοὶ Πάσο Ζαδὲ Μουρτεζὰ βέης καὶ Μεχμὲτ ἀγᾶς ἐκ τῶν προκρίτων Βελεσσῶν, μεταβαίνοντες εἰς τὸ χωρίον Ποτλίτς, ἐδολοφονήθησαν καθ' ὁδὸν ὑπὸ συμμορίας Βουλγάρων. — [544, 1203, 778, 1319]
table-row — [8, 1911, 261, 1927]
table-cell: „ — [10, 1944, 17, 1959]
table-cell: Ρωσικὰ — [118, 1944, 165, 1959]
paragraph: Χθὲς τὴν νύκτα τριάκοντα λαθρέμποροι οἰνοπνεύματος συνεπλάκησαν μετὰ στρατιωτικοῦ ἀποσπάσματος εἰς τὰ τουρκοβουλγαρικὰ σύνορα παρὰ τὴν Ἄνω Τζουμαγιὰ. Ἀνταλλάγησαν πολλοὶ πυροβολισμοὶ ἄνευ ὅμως ἀποτελέσματος. Ἐν τέλει τραπέντων τῶν λαθρεμπόρων εἰς φυγὴν ὁ στρατὸς κατέσχε 30 κιβώτια οἰνοπνεύματος. — [8, 977, 261, 1176]
ornament: —•— — [383, 1157, 416, 1172]
ornament: —•— — [645, 2082, 677, 2097]
paragraph: Γράφαντες χθὲς περὶ τοῦ χοροῦ τῆς Φιλοπτώχου Ἀδελφότητος τῶν Ἑλληνίδων Κυριῶν ἐλησμονήσαμεν νὰ ἀναφέρωμεν ὅτι ἡ Πρόεδρος τῆς Ἀδελφότητος κ. Ἀλεξάνδρα Δ. Γερασίμου προσκεκλημένη ἀπὸ δύο μηνῶν ἐν Καβάλλᾳ παρὰ τῇ ἀσθενούσῃ ἐγγονῇ της δὲν παρευρέθη εἰς τὴν χοροεσπερίδα. — [797, 1711, 1018, 1877]
paragraph: Πεντακοσιαμελὴς βουλγαρικὴ συμμορία ὑπὸ ἀγνώστου ἀρχηγὸν ἐπεχείρησε νὰ διέλθῃ ἐκ τῆς Βουλγαρίας εἰς τὸ Τουρκικὸν ἔδαφος, ἐνοχλεῖ διὰ ὕδρας ὑπὸ τῶν τουρκικῶν φρουρῶν ἀπεκρούσθη καὶ ἐτράπη πρὸς τὸ ἐσωτερικὸν τοῦ Βουλγαρικοῦ ἐδάφους. — [544, 841, 778, 989]
table-row — [8, 1943, 261, 1959]
headline: ΠΥΡΚΑΪΑ — [1121, 1892, 1246, 1918]
paragraph: Πρόκειται περὶ ἀρνήσεως τοῦ νομάρχου Βαγδάτης Δζεμὰλ βέη νὰ δεχθῇ ἀγγλικὸν ἀπόσπασμα σταλὲν τελευταίως εἰς Βαγδάτην πρὸς ἀντικατάστασιν τῆς φρουρᾶς τοῦ αὐτόθι ἀγγλικοῦ Προξενείου. Τοῦ Ἄγγλου Προξένου ἀπευθυνθέντος εἰς τὴν ἐν Κων)πόλει πρεσβείαν ἡ ὑπόθεσις συζητεῖται μεταξὺ τῆς ἀγγλικῆς Πρεσβείας καὶ τῆς Ὑψηλῆς Πύλης, ἐπίκειται δὲ φιλικὸς συμβιβασμός. — [8, 419, 261, 618]
paragraph: Νεώτεραι τηλεγραφικαὶ ἐκ Κων)πόλεως εἰδήσεις ἀναφέρουσιν ὅτι ἐπὶ τῶν μεταρρυθμίσεων τῶν ἐπιτασσομένων εἰς τὴν Μακεδονίαν καὶ Ἀλβανίαν ἐπιτροπὴ θὰ ἀναχωρήσῃ ἐκ Κων)πόλεως τὸ προσεχὲς Σάββατον. — [278, 858, 521, 974]
headline: Ο ΝΙΑΖΗ ΒΕΗΣ — [1195, 1271, 1445, 1305]
headline: «Ο ΦΑΡΟΣ» — [324, 1179, 475, 1206]
ornament: —•— — [892, 1490, 924, 1505]
paragraph: Ἤδη μάλιστα ἀπὸ τῆς ἀρχῆς τοῦ ἔτους δημοσιεύει τὸν Λέοντα Καρύκην, μυθιστόρημα ἐκ τῆς Βυζαντινῆς ἱστορίας γραφὲν ἐπίτηδες διὰ τὸν «Φάρον» ὑπὸ τοῦ ἐν Ἀθήναις διακεκριμένου λογογράφου καὶ ἀγιογράφου κ. Γ. Τσοκοπούλου. — [278, 1317, 521, 1449]
paragraph: Κατ' εἰδήσεις ἐξ Ἀθηνῶν ὁ ἐκεῖ πρέσβυς τῆς Βουλγαρίας κ. Χατζῆ Μήτσεφ, γενόμενος δεκτὸς εἰς ἀκρόασιν ὑπὸ τοῦ βασιλέως Γεωργίου ἐπέδωκεν εἰς αὐτὸν τὸ ἀνώτατον βουλγαρικὸν παράσημον τῶν μεγαλοσταύρων τοῦ Κυρίλλου καὶ Μεθοδίου. — [790, 753, 1025, 885]
headline: ΕΙΣ ΤΑ ΤΟΥΡΚΟΒΟΥΛΓΑΡΙΚΑ — [553, 820, 769, 835]
table-cell: κιβώτια — [118, 1960, 167, 1975]
paragraph: ΒΙΕΝΝΗ 31.— Παρ' ἐξόντων καλῶς πληροφορίας μανθάνομεν: εἰς Σοφίαν ἐπίσκεψις τοῦ Ἕλληνος διαδόχου ἐδείχθη, ὅτι ἐπλησίασαν Ἑλλάδος καὶ Βουλγαρίας εὐθυτέραν κατὰ πολύ. Ἡ πᾶσιν λήψις εἰς τοῦ παρελθόντος. Ἀναμένονται καὶ ἀντεπισκέψεις, διότι καὶ ὁ Σουλτᾶνος ἀντιπροσωπεύσε εἰς τὰς ἐν Σοφίᾳ τελετὰς, λόγοι δὲ νὰ γίνονται καὶ περὶ ἐπισκέψεως εἰς Κωνσταντινούπολιν τοῦ πρίγκηπος διαδόχου τῆς Βουλγαρίας. Ἄλλως τε γνωστὸν εἶναι ὅτι ἐν Σοφίᾳ καὶ ἐν Ἀθήναις ἐπικρατοῦσι φιλειρηνικαὶ προθέσεις. — [1048, 159, 1592, 274]
paragraph: Κατ' ἀσφαλεῖς τὰ Κρατόβου εἰδήσεις ἄγνωστοι ἐδολοφόνησαν τὸν Βούλγαρον ὀνόματι Κωνσταντῖνον ἐν τῇ ὁδῷ Παλάγκας ἐπιστρέφοντα εἰς τὸ χωρίον του ἐκ τῆς ἀγορᾶς Κρατόβου. — [8, 1251, 261, 1350]
calendar-year: 1912 — [98, 116, 171, 146]
notice: Παρακαλοῦνται οἱ κ. κ. συνδρομηταὶ νὰ καταγγέλωσι ἀμέσως πᾶσαν τυχὸν ἀνωμαλίαν περὶ τὴν παραλαβὴν τοῦ φύλλου. — [278, 2057, 521, 2140]
ornament: —•— — [118, 1622, 151, 1637]
